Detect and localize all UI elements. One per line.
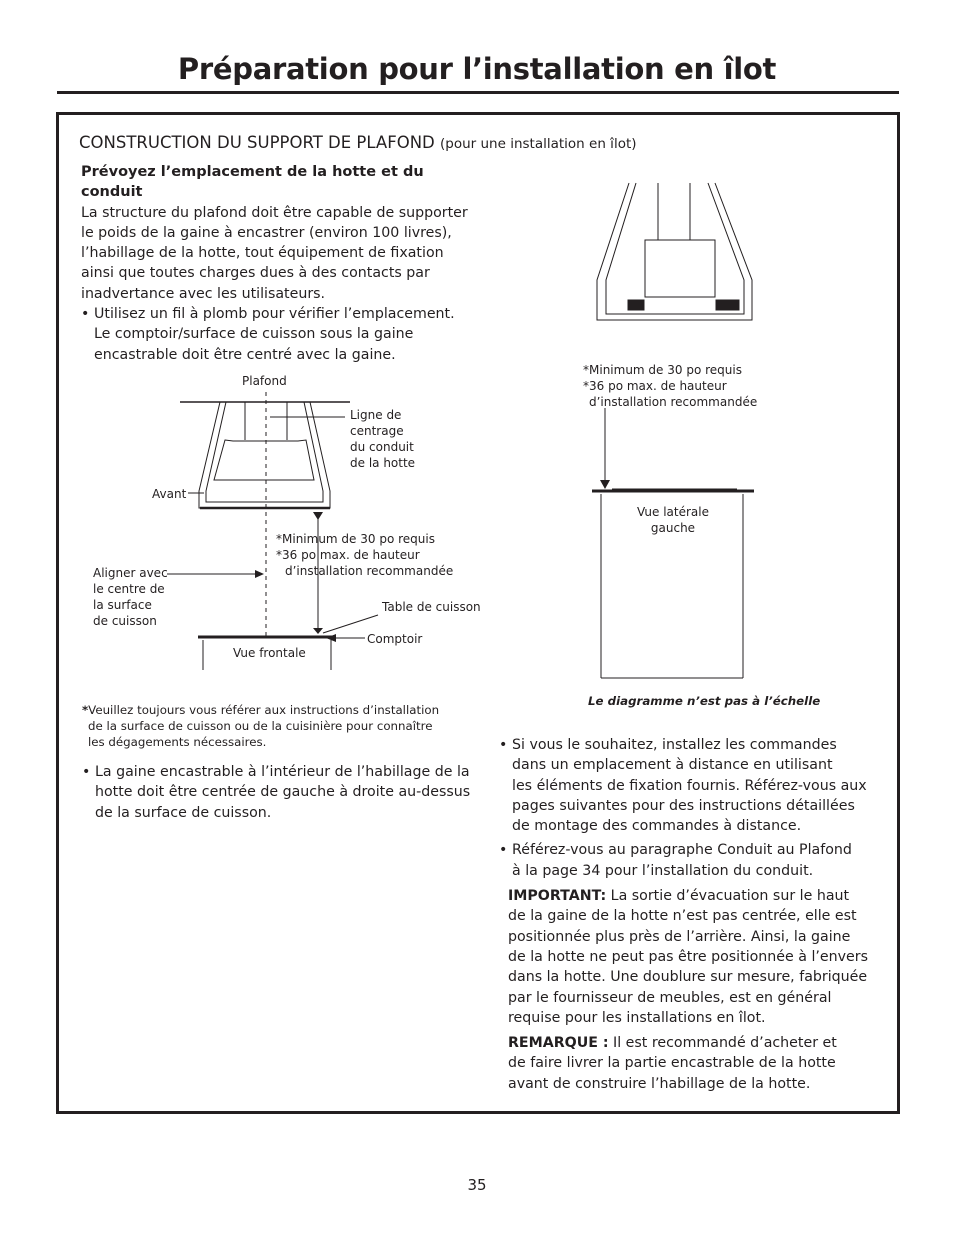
intro-line: La structure du plafond doit être capable de supporter [81,204,468,221]
label-line: *Minimum de 30 po requis [276,532,435,546]
label-line: le centre de [93,582,165,596]
label-line: *36 po max. de hauteur [276,548,420,562]
important-line: requise pour les installations en îlot. [508,1009,766,1026]
side-view-diagram [592,183,754,678]
label-avant: Avant [152,487,187,501]
footnote-line: les dégagements nécessaires. [88,734,267,749]
bullet-line: hotte doit être centrée de gauche à droite au-dessus [95,784,471,801]
bullet-line: Le comptoir/surface de cuisson sous la gaine [94,326,414,343]
intro-line: inadvertance avec les utilisateurs. [81,285,326,302]
label-plafond: Plafond [242,374,287,388]
label-line: *Minimum de 30 po requis [583,363,742,377]
page-number: 35 [467,1176,487,1194]
label-line: Aligner avec [93,566,168,580]
label-line: centrage [350,424,404,438]
label-line: *36 po max. de hauteur [583,379,727,393]
label-cooktop: Table de cuisson [382,600,481,614]
label-line: de cuisson [93,614,157,628]
bullet-line: • La gaine encastrable à l’intérieur de l’habillage de la [95,764,470,780]
note-line: Il est recommandé d’acheter et [613,1035,837,1052]
bullet-line: les éléments de fixation fournis. Référez-vous aux [512,777,867,794]
label-front-view: Vue frontale [233,646,306,660]
label-line: la surface [93,598,152,612]
height-arrow-bottom [313,628,323,634]
subheading: Prévoyez l’emplacement de la hotte et du conduit [81,164,424,201]
side-hood-outer [597,183,752,320]
important-label: IMPORTANT: [508,888,607,905]
bullet-line: de la surface de cuisson. [95,804,272,821]
intro-line: le poids de la gaine à encastrer (environ 100 livres), [81,224,452,241]
front-view-diagram [167,392,378,670]
label-line: gauche [650,521,696,535]
side-hood-inner [606,183,744,314]
bullet-line: • Référez-vous au paragraphe Conduit au Plafond [512,842,852,859]
label-countertop: Comptoir [367,632,423,646]
footnote-line: de la surface de cuisson ou de la cuisinière pour connaître [88,718,433,733]
important-line: positionnée plus près de l’arrière. Ainsi, la gaine [508,928,851,945]
side-liner [645,240,715,297]
align-arrow-head [255,570,264,578]
important-line: de la hotte ne peut pas être positionnée à l’envers [508,948,868,965]
label-line: d’installation recommandée [285,564,454,578]
important-line: La sortie d’évacuation sur le haut [610,888,850,905]
label-line: de la hotte [350,456,416,470]
bracket-left [628,300,644,310]
intro-line: l’habillage de la hotte, tout équipement de fixation [81,245,444,262]
label-line: du conduit [350,440,414,454]
label-line: Vue latérale [637,505,709,519]
bullet-line: encastrable doit être centré avec la gaine. [94,346,396,363]
section-heading-sub: (pour une installation en îlot) [440,136,637,152]
important-line: de la gaine de la hotte n’est pas centrée, elle est [508,908,857,925]
section-heading-main: CONSTRUCTION DU SUPPORT DE PLAFOND [79,133,435,152]
bullet-line: pages suivantes pour des instructions détaillées [512,797,855,814]
note-label: REMARQUE : [508,1035,609,1052]
bullet-line: de montage des commandes à distance. [512,818,802,835]
important-line: dans la hotte. Une doublure sur mesure, fabriquée [508,969,868,986]
side-arrow-head [600,480,610,489]
footnote-star: * [82,703,89,717]
label-line: Ligne de [350,408,402,422]
bullet-line: dans un emplacement à distance en utilisant [512,757,833,774]
important-line: par le fournisseur de meubles, est en général [508,989,832,1006]
bullet-line: • Si vous le souhaitez, installez les commandes [512,737,837,753]
page-title: Préparation pour l’installation en îlot [177,52,777,86]
bullet-line: à la page 34 pour l’installation du conduit. [512,862,814,879]
scale-note: Le diagramme n’est pas à l’échelle [588,694,821,708]
bullet-line: • Utilisez un fil à plomb pour vérifier l’emplacement. [94,306,455,323]
cooktop-leader [323,615,378,633]
liner-box [214,440,314,480]
note-line: avant de construire l’habillage de la hotte. [508,1075,811,1092]
bracket-right [716,300,739,310]
footnote-line: Veuillez toujours vous référer aux instructions d’installation [88,703,440,717]
label-line: d’installation recommandée [589,395,758,409]
intro-line: ainsi que toutes charges dues à des contacts par [81,265,430,282]
note-line: de faire livrer la partie encastrable de la hotte [508,1055,836,1072]
hood-outer-shell [199,402,330,508]
height-arrow-top [313,512,323,520]
